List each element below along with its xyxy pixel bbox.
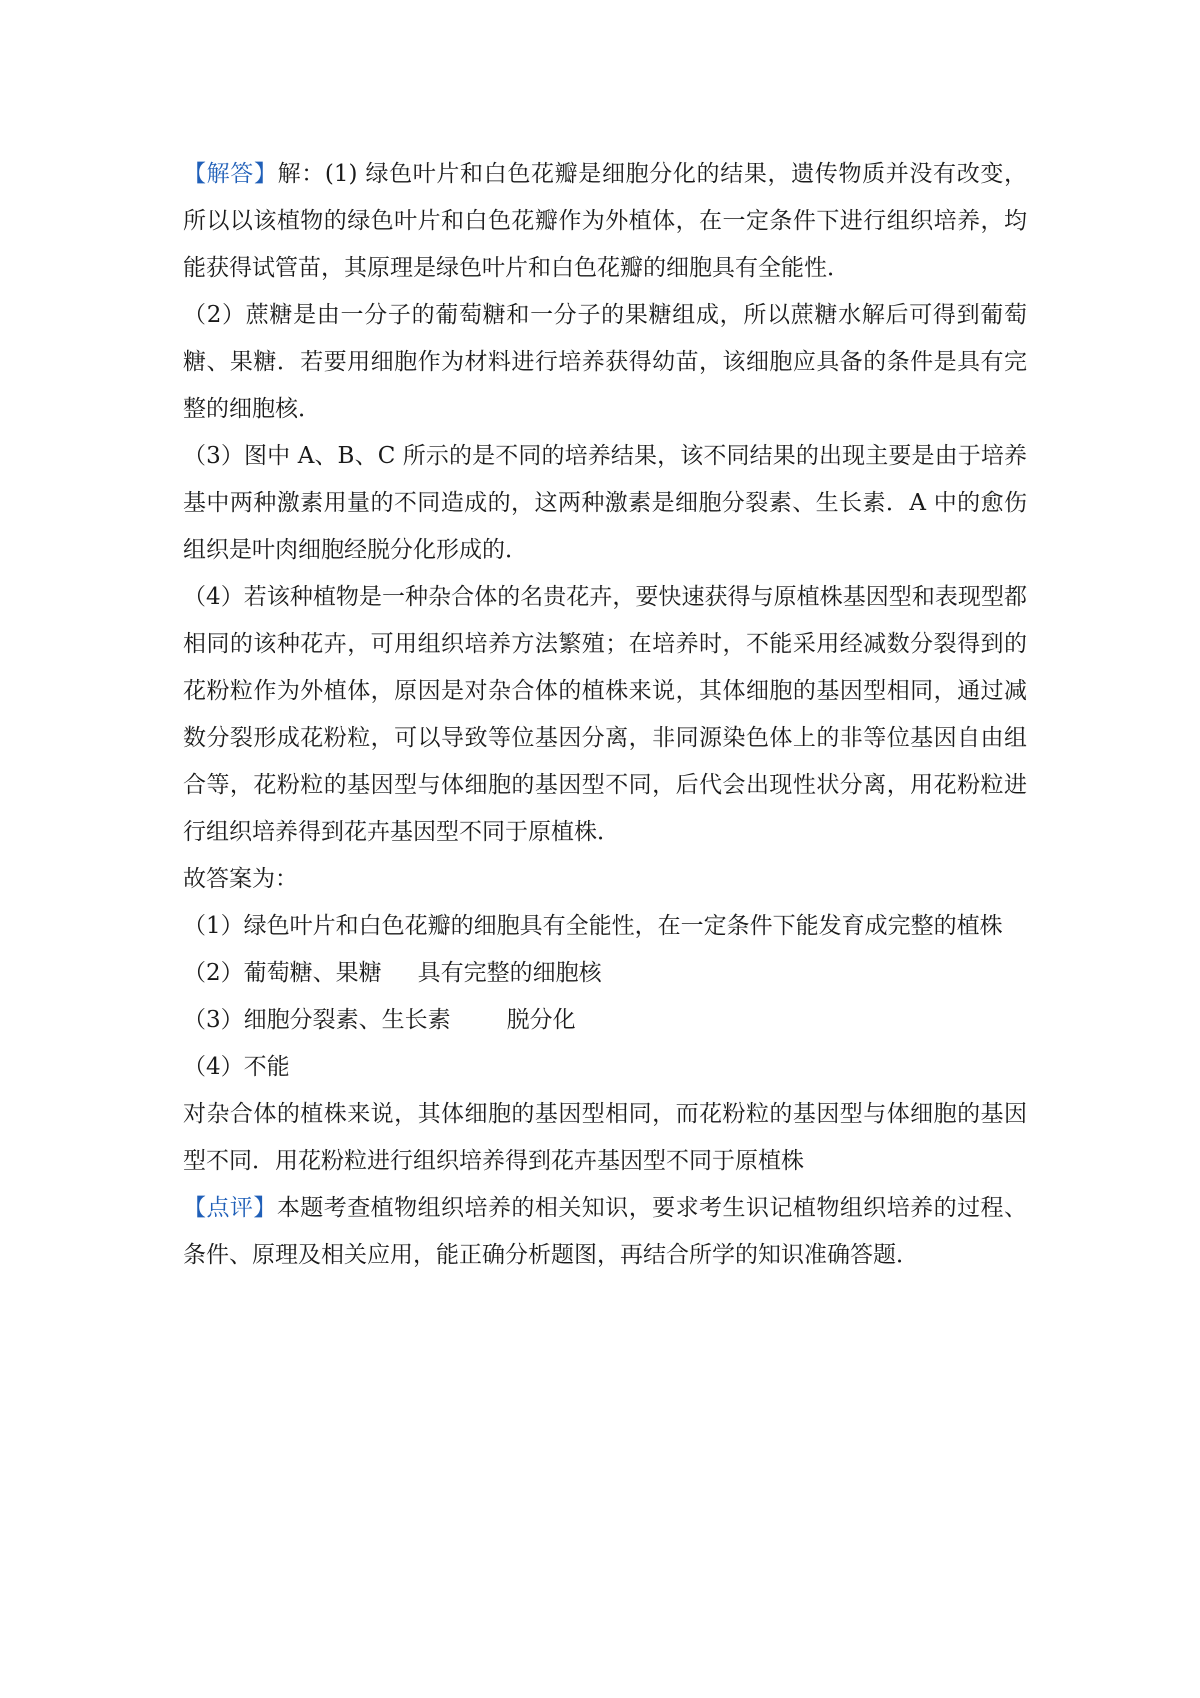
final-answer-3-part1: （3）细胞分裂素、生长素	[183, 1007, 451, 1033]
final-answer-1	[183, 903, 1027, 950]
final-answer-4-text: （4）不能	[183, 1054, 290, 1080]
final-answer-4	[183, 1044, 1027, 1091]
final-answer-heading	[183, 856, 1027, 903]
answer-text-4: （4）若该种植物是一种杂合体的名贵花卉，要快速获得与原植株基因型和表现型都相同的该种花卉，可用组织培养方法繁殖；在培养时，不能采用经减数分裂得到的花粉粒作为外植体，原因是对杂合体的植株来说，其体细胞的基因型相同，通过减数分裂形成花粉粒，可以导致等位基因分离，非同源染色体上的非等位基因自由组合等，花粉粒的基因型与体细胞的基因型不同，后代会出现性状分离，用花粉粒进行组织培养得到花卉基因型不同于原植株．	[183, 584, 1027, 845]
comment-text: 本题考查植物组织培养的相关知识，要求考生识记植物组织培养的过程、条件、原理及相关应用，能正确分析题图，再结合所学的知识准确答题．	[183, 1195, 1028, 1268]
answer-paragraph-4	[183, 574, 1027, 856]
answer-text-3: （3）图中 A、B、C 所示的是不同的培养结果，该不同结果的出现主要是由于培养基中两种激素用量的不同造成的，这两种激素是细胞分裂素、生长素．A 中的愈伤组织是叶肉细胞经脱分化形成的．	[183, 443, 1027, 563]
final-answer-heading-text: 故答案为：	[183, 866, 298, 892]
comment-paragraph	[183, 1185, 1027, 1279]
final-answer-3-part2: 脱分化	[506, 1007, 576, 1033]
answer-tag: 【解答】	[183, 161, 278, 187]
answer-paragraph-1	[183, 151, 1027, 292]
final-answer-2	[183, 950, 1027, 997]
final-answer-2-part2: 具有完整的细胞核	[417, 960, 602, 986]
answer-text-2: （2）蔗糖是由一分子的葡萄糖和一分子的果糖组成，所以蔗糖水解后可得到葡萄糖、果糖．若要用细胞作为材料进行培养获得幼苗，该细胞应具备的条件是具有完整的细胞核．	[183, 302, 1027, 422]
answer-text-1: 解：(1) 绿色叶片和白色花瓣是细胞分化的结果，遗传物质并没有改变，所以以该植物的绿色叶片和白色花瓣作为外植体，在一定条件下进行组织培养，均能获得试管苗，其原理是绿色叶片和白色花瓣的细胞具有全能性．	[183, 161, 1028, 281]
final-answer-4-reason-text: 对杂合体的植株来说，其体细胞的基因型相同，而花粉粒的基因型与体细胞的基因型不同．用花粉粒进行组织培养得到花卉基因型不同于原植株	[183, 1101, 1027, 1174]
answer-paragraph-2	[183, 292, 1027, 433]
answer-content	[183, 151, 1027, 1279]
answer-paragraph-3	[183, 433, 1027, 574]
comment-tag: 【点评】	[183, 1195, 277, 1221]
final-answer-1-text: （1）绿色叶片和白色花瓣的细胞具有全能性，在一定条件下能发育成完整的植株	[183, 913, 1003, 939]
final-answer-4-reason	[183, 1091, 1027, 1185]
final-answer-2-part1: （2）葡萄糖、果糖	[183, 960, 382, 986]
final-answer-3	[183, 997, 1027, 1044]
